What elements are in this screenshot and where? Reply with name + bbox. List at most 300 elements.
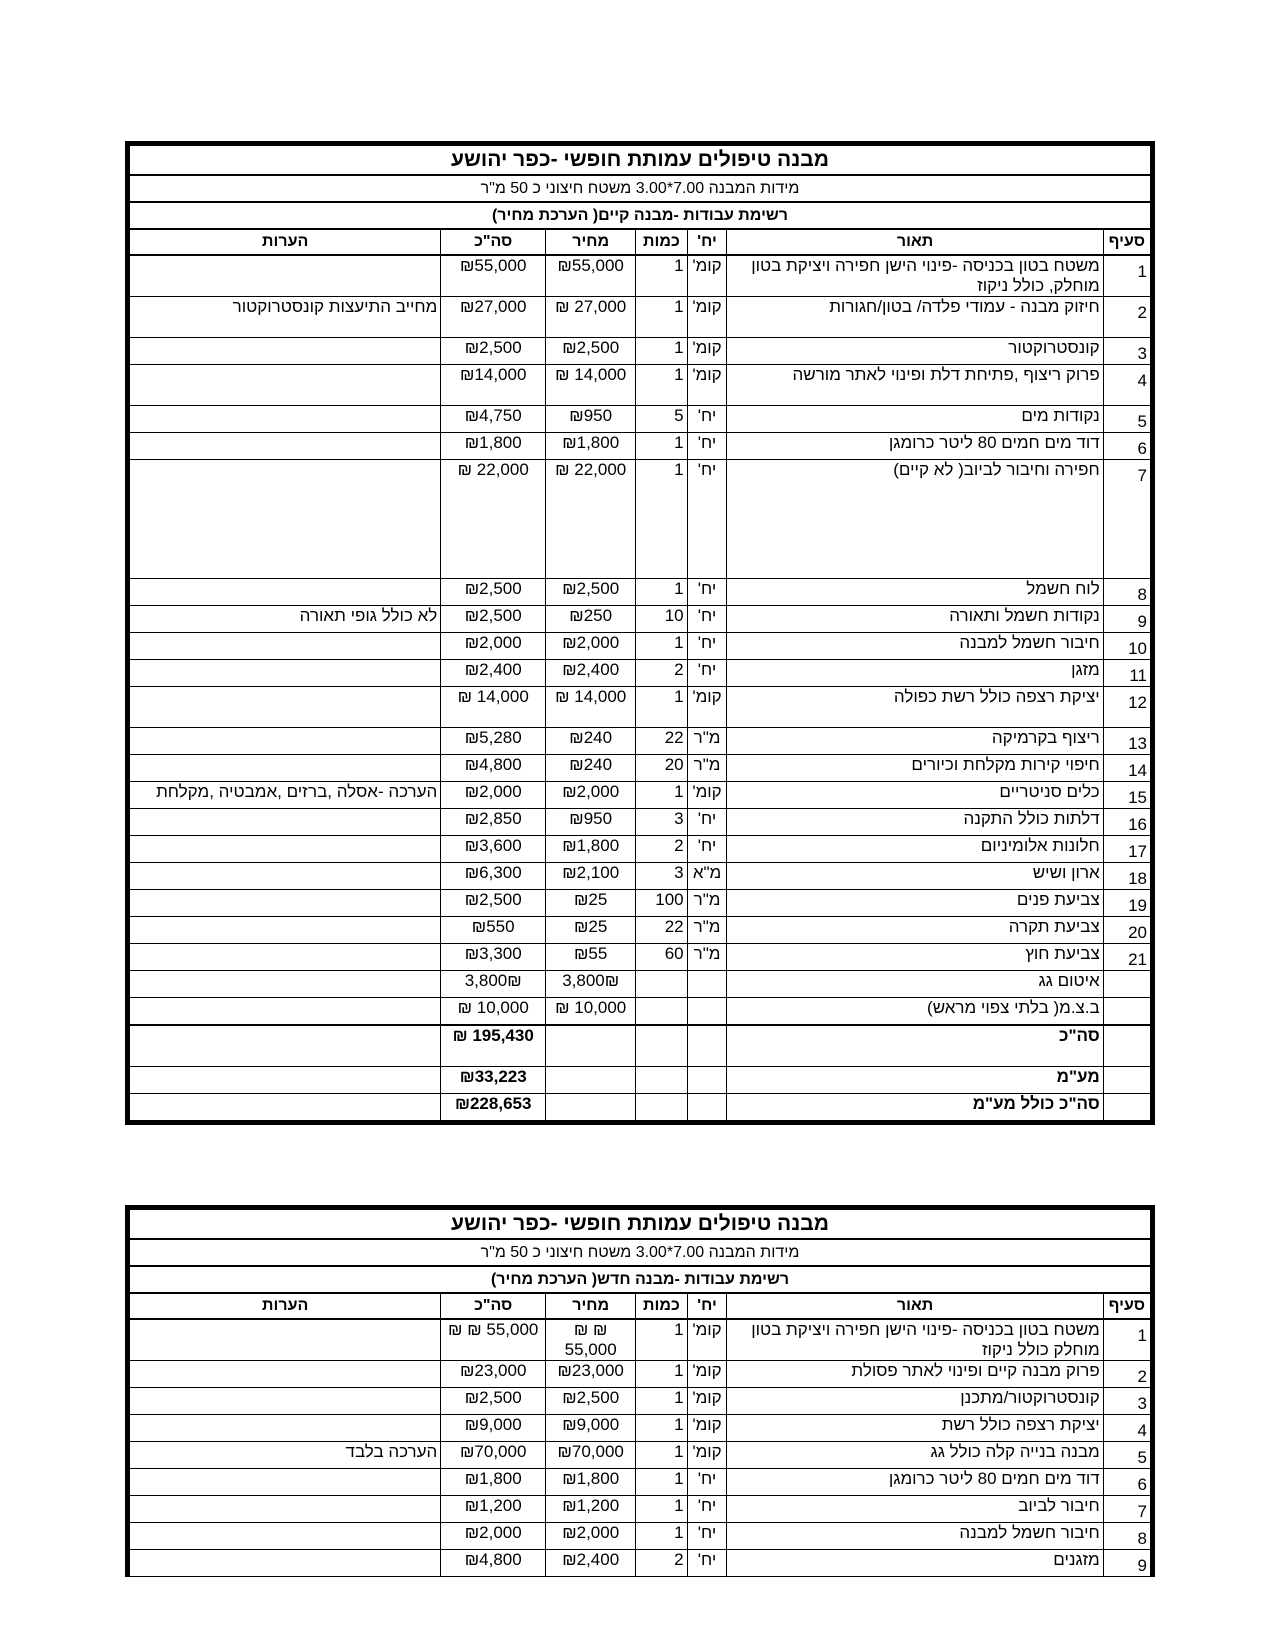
total-cell: ₪2,850 [441, 809, 546, 836]
table-row [130, 579, 1151, 606]
notes-cell [130, 1319, 441, 1361]
item-number-cell [1103, 1025, 1150, 1067]
item-number-cell [1103, 460, 1150, 579]
notes-cell [130, 728, 441, 755]
price-cell: ₪2,400 [546, 1550, 636, 1577]
qty-cell: 1 [636, 1319, 687, 1361]
notes-cell [130, 433, 441, 460]
price-cell: ₪2,000 [546, 782, 636, 809]
table-row [130, 998, 1151, 1026]
qty-cell: 1 [636, 1523, 687, 1550]
item-number-cell [1103, 338, 1150, 365]
notes-cell [130, 998, 441, 1026]
unit-cell: יח' [687, 633, 727, 660]
description-cell: חיבור לביוב [727, 1496, 1103, 1523]
description-cell: דוד מים חמים 80 ליטר כרומגן [727, 1469, 1103, 1496]
item-number-cell [1103, 917, 1150, 944]
price-cell [546, 1067, 636, 1094]
header-notes: הערות [130, 1293, 441, 1319]
description-cell: צביעת חוץ [727, 944, 1103, 971]
item-number: 1 [1137, 262, 1147, 281]
unit-cell: יח' [687, 1523, 727, 1550]
price-cell: ₪2,000 [546, 1523, 636, 1550]
total-cell: ₪2,500 [441, 606, 546, 633]
unit-cell [687, 971, 727, 998]
notes-cell [130, 660, 441, 687]
item-number-cell [1103, 297, 1150, 338]
qty-cell: 1 [636, 1388, 687, 1415]
item-number: 1 [1137, 1326, 1147, 1345]
header-price: מחיר [546, 229, 636, 255]
total-cell: ₪6,300 [441, 863, 546, 890]
description-cell: משטח בטון בכניסה -פינוי הישן חפירה ויציקת בטון מוחלק כולל ניקוז [727, 1319, 1103, 1361]
summary-row [130, 1067, 1151, 1094]
item-number-cell [1103, 406, 1150, 433]
total-cell: ₪2,500 [441, 338, 546, 365]
notes-cell [130, 1067, 441, 1094]
qty-cell [636, 971, 687, 998]
item-number: 17 [1128, 842, 1147, 861]
table-row [130, 460, 1151, 579]
qty-cell: 1 [636, 255, 687, 297]
qty-cell: 2 [636, 1550, 687, 1577]
total-cell: ₪1,200 [441, 1496, 546, 1523]
table-row [130, 917, 1151, 944]
price-cell: ₪2,000 [546, 633, 636, 660]
notes-cell [130, 338, 441, 365]
item-number: 9 [1137, 612, 1147, 631]
header-desc: תאור [727, 229, 1103, 255]
item-number-cell [1103, 1469, 1150, 1496]
unit-cell: יח' [687, 606, 727, 633]
unit-cell: קומ' [687, 297, 727, 338]
qty-cell: 2 [636, 660, 687, 687]
item-number-cell [1103, 890, 1150, 917]
notes-cell: מחייב התיעצות קונסטרוקטור [130, 297, 441, 338]
item-number-cell [1103, 782, 1150, 809]
total-cell: 3,800₪ [441, 971, 546, 998]
price-cell [546, 1025, 636, 1067]
unit-cell: קומ' [687, 1442, 727, 1469]
notes-cell [130, 863, 441, 890]
notes-cell [130, 836, 441, 863]
summary-label-cell: סה"כ [727, 1025, 1103, 1067]
total-cell: ₪2,000 [441, 633, 546, 660]
notes-cell: הערכה -אסלה ,ברזים ,אמבטיה ,מקלחת [130, 782, 441, 809]
description-cell: משטח בטון בכניסה -פינוי הישן חפירה ויציקת בטון מוחלק, כולל ניקוז [727, 255, 1103, 297]
table-row [130, 1361, 1151, 1388]
item-number: 19 [1128, 896, 1147, 915]
notes-cell [130, 687, 441, 728]
price-cell: ₪23,000 [546, 1361, 636, 1388]
item-number: 7 [1137, 1502, 1147, 1521]
price-cell: 3,800₪ [546, 971, 636, 998]
header-desc: תאור [727, 1293, 1103, 1319]
qty-cell: 1 [636, 1496, 687, 1523]
description-cell: מזגן [727, 660, 1103, 687]
price-cell: ₪2,500 [546, 1388, 636, 1415]
unit-cell: מ"ר [687, 728, 727, 755]
description-cell: חיבור חשמל למבנה [727, 633, 1103, 660]
dimensions-text: מידות המבנה 7.00*3.00 משטח חיצוני כ 50 מ"ר [130, 175, 1151, 202]
notes-cell [130, 809, 441, 836]
notes-cell [130, 944, 441, 971]
price-cell: ₪950 [546, 809, 636, 836]
description-cell: לוח חשמל [727, 579, 1103, 606]
notes-cell [130, 460, 441, 579]
unit-cell [687, 998, 727, 1026]
item-number-cell [1103, 660, 1150, 687]
description-cell: חלונות אלומיניום [727, 836, 1103, 863]
description-cell: דוד מים חמים 80 ליטר כרומגן [727, 433, 1103, 460]
item-number: 5 [1137, 412, 1147, 431]
total-cell: ₪ 22,000 [441, 460, 546, 579]
unit-cell: קומ' [687, 782, 727, 809]
price-cell: ₪2,500 [546, 579, 636, 606]
subtitle-row [130, 1266, 1151, 1293]
unit-cell: יח' [687, 1550, 727, 1577]
total-cell: ₪27,000 [441, 297, 546, 338]
notes-cell [130, 633, 441, 660]
table-row [130, 1388, 1151, 1415]
item-number-cell [1103, 433, 1150, 460]
qty-cell: 1 [636, 1442, 687, 1469]
total-cell: ₪550 [441, 917, 546, 944]
item-number: 12 [1128, 693, 1147, 712]
qty-cell: 1 [636, 433, 687, 460]
total-cell: ₪2,400 [441, 660, 546, 687]
notes-cell [130, 1388, 441, 1415]
item-number-cell [1103, 1094, 1150, 1121]
description-cell: צביעת פנים [727, 890, 1103, 917]
header-unit: יח' [687, 1293, 727, 1319]
total-cell: ₪ 14,000 [441, 687, 546, 728]
summary-total-cell: ₪228,653 [441, 1094, 546, 1121]
total-cell: ₪1,800 [441, 433, 546, 460]
item-number: 20 [1128, 923, 1147, 942]
item-number: 3 [1137, 344, 1147, 363]
description-cell: כלים סניטריים [727, 782, 1103, 809]
item-number: 13 [1128, 734, 1147, 753]
table-row [130, 782, 1151, 809]
qty-cell: 22 [636, 728, 687, 755]
item-number: 21 [1128, 950, 1147, 969]
item-number: 2 [1137, 1367, 1147, 1386]
item-number-cell [1103, 1496, 1150, 1523]
unit-cell [687, 1067, 727, 1094]
item-number: 8 [1137, 1529, 1147, 1548]
table-row [130, 1523, 1151, 1550]
qty-cell: 5 [636, 406, 687, 433]
item-number-cell [1103, 1550, 1150, 1577]
notes-cell [130, 1550, 441, 1577]
summary-row [130, 1094, 1151, 1121]
unit-cell: יח' [687, 809, 727, 836]
qty-cell: 1 [636, 687, 687, 728]
header-num: סעיף [1103, 1293, 1150, 1319]
qty-cell: 10 [636, 606, 687, 633]
qty-cell: 1 [636, 1469, 687, 1496]
table-row [130, 365, 1151, 406]
unit-cell: קומ' [687, 338, 727, 365]
summary-total-cell: ₪33,223 [441, 1067, 546, 1094]
table-row [130, 406, 1151, 433]
unit-cell: קומ' [687, 1388, 727, 1415]
unit-cell: מ"ר [687, 755, 727, 782]
price-cell: ₪55 [546, 944, 636, 971]
item-number-cell [1103, 1415, 1150, 1442]
header-total: סה"כ [441, 229, 546, 255]
dimensions-row [130, 1239, 1151, 1266]
description-cell: יציקת רצפה כולל רשת כפולה [727, 687, 1103, 728]
total-cell: ₪ ₪ 55,000 [441, 1319, 546, 1361]
item-number: 14 [1128, 761, 1147, 780]
description-cell: נקודות מים [727, 406, 1103, 433]
header-price: מחיר [546, 1293, 636, 1319]
header-notes: הערות [130, 229, 441, 255]
qty-cell: 3 [636, 809, 687, 836]
description-cell: קונסטרוקטור/מתכנן [727, 1388, 1103, 1415]
dimensions-text: מידות המבנה 7.00*3.00 משטח חיצוני כ 50 מ"ר [130, 1239, 1151, 1266]
table-row [130, 1550, 1151, 1577]
total-cell: ₪1,800 [441, 1469, 546, 1496]
table-row [130, 1319, 1151, 1361]
unit-cell: מ"ר [687, 890, 727, 917]
total-cell: ₪55,000 [441, 255, 546, 297]
price-cell: ₪55,000 [546, 255, 636, 297]
description-cell: חיפוי קירות מקלחת וכיורים [727, 755, 1103, 782]
price-cell: ₪2,400 [546, 660, 636, 687]
price-cell: ₪1,800 [546, 836, 636, 863]
item-number-cell [1103, 633, 1150, 660]
price-cell: ₪950 [546, 406, 636, 433]
item-number-cell [1103, 728, 1150, 755]
description-cell: פרוק מבנה קיים ופינוי לאתר פסולת [727, 1361, 1103, 1388]
description-cell: ב.צ.מ( בלתי צפוי מראש) [727, 998, 1103, 1026]
description-cell: נקודות חשמל ותאורה [727, 606, 1103, 633]
notes-cell [130, 890, 441, 917]
total-cell: ₪23,000 [441, 1361, 546, 1388]
qty-cell: 3 [636, 863, 687, 890]
qty-cell [636, 1025, 687, 1067]
header-unit: יח' [687, 229, 727, 255]
notes-cell [130, 1415, 441, 1442]
price-cell: ₪1,200 [546, 1496, 636, 1523]
notes-cell [130, 917, 441, 944]
total-cell: ₪2,000 [441, 782, 546, 809]
qty-cell: 1 [636, 1415, 687, 1442]
qty-cell: 1 [636, 365, 687, 406]
qty-cell [636, 998, 687, 1026]
total-cell: ₪2,500 [441, 1388, 546, 1415]
item-number-cell [1103, 863, 1150, 890]
table-row [130, 1442, 1151, 1469]
unit-cell: יח' [687, 1496, 727, 1523]
notes-cell [130, 579, 441, 606]
unit-cell: יח' [687, 460, 727, 579]
total-cell: ₪2,500 [441, 890, 546, 917]
sheet-title: מבנה טיפולים עמותת חופשי -כפר יהושע [130, 1210, 1151, 1240]
item-number-cell [1103, 606, 1150, 633]
item-number-cell [1103, 687, 1150, 728]
table-row [130, 863, 1151, 890]
table-row [130, 836, 1151, 863]
unit-cell: יח' [687, 836, 727, 863]
item-number-cell [1103, 755, 1150, 782]
table-row [130, 606, 1151, 633]
notes-cell [130, 406, 441, 433]
table-row [130, 1469, 1151, 1496]
description-cell: איטום גג [727, 971, 1103, 998]
description-cell: יציקת רצפה כולל רשת [727, 1415, 1103, 1442]
header-total: סה"כ [441, 1293, 546, 1319]
table-row [130, 433, 1151, 460]
description-cell: מבנה בנייה קלה כולל גג [727, 1442, 1103, 1469]
estimate-sheet-new [125, 1205, 1155, 1577]
item-number-cell [1103, 1388, 1150, 1415]
unit-cell: מ"ר [687, 944, 727, 971]
total-cell: ₪2,000 [441, 1523, 546, 1550]
price-cell: ₪9,000 [546, 1415, 636, 1442]
qty-cell: 1 [636, 460, 687, 579]
item-number-cell [1103, 1442, 1150, 1469]
qty-cell [636, 1094, 687, 1121]
unit-cell: קומ' [687, 1361, 727, 1388]
table-row [130, 297, 1151, 338]
table-row [130, 809, 1151, 836]
summary-total-cell: ₪ 195,430 [441, 1025, 546, 1067]
total-cell: ₪3,300 [441, 944, 546, 971]
item-number: 10 [1128, 639, 1147, 658]
notes-cell [130, 755, 441, 782]
title-row [130, 146, 1151, 176]
description-cell: חפירה וחיבור לביוב( לא קיים) [727, 460, 1103, 579]
price-cell: ₪2,500 [546, 338, 636, 365]
item-number-cell [1103, 365, 1150, 406]
item-number: 7 [1137, 466, 1147, 485]
qty-cell: 60 [636, 944, 687, 971]
price-cell: ₪1,800 [546, 433, 636, 460]
price-cell: ₪ 14,000 [546, 365, 636, 406]
table-row [130, 944, 1151, 971]
unit-cell: קומ' [687, 687, 727, 728]
unit-cell: יח' [687, 579, 727, 606]
total-cell: ₪ 10,000 [441, 998, 546, 1026]
item-number-cell [1103, 579, 1150, 606]
item-number-cell [1103, 971, 1150, 998]
unit-cell: יח' [687, 1469, 727, 1496]
description-cell: ארון ושיש [727, 863, 1103, 890]
item-number: 8 [1137, 585, 1147, 604]
price-cell: ₪ 27,000 [546, 297, 636, 338]
unit-cell: קומ' [687, 1319, 727, 1361]
unit-cell: יח' [687, 433, 727, 460]
unit-cell: קומ' [687, 1415, 727, 1442]
item-number: 16 [1128, 815, 1147, 834]
total-cell: ₪4,750 [441, 406, 546, 433]
table-row [130, 890, 1151, 917]
unit-cell [687, 1025, 727, 1067]
total-cell: ₪5,280 [441, 728, 546, 755]
description-cell: צביעת תקרה [727, 917, 1103, 944]
description-cell: חיבור חשמל למבנה [727, 1523, 1103, 1550]
notes-cell [130, 1523, 441, 1550]
table-row [130, 660, 1151, 687]
item-number-cell [1103, 836, 1150, 863]
dimensions-row [130, 175, 1151, 202]
item-number-cell [1103, 1067, 1150, 1094]
table-row [130, 755, 1151, 782]
notes-cell [130, 1496, 441, 1523]
unit-cell: מ"א [687, 863, 727, 890]
item-number: 6 [1137, 1475, 1147, 1494]
notes-cell [130, 365, 441, 406]
sheet-subtitle: רשימת עבודות -מבנה קיים( הערכת מחיר) [130, 202, 1151, 229]
price-cell: ₪240 [546, 755, 636, 782]
notes-cell [130, 1025, 441, 1067]
notes-cell [130, 971, 441, 998]
item-number-cell [1103, 255, 1150, 297]
total-cell: ₪2,500 [441, 579, 546, 606]
item-number: 5 [1137, 1448, 1147, 1467]
summary-row [130, 1025, 1151, 1067]
unit-cell: יח' [687, 660, 727, 687]
unit-cell: מ"ר [687, 917, 727, 944]
item-number: 11 [1129, 666, 1147, 685]
item-number: 18 [1128, 869, 1147, 888]
total-cell: ₪4,800 [441, 755, 546, 782]
price-cell: ₪ 14,000 [546, 687, 636, 728]
price-cell: ₪2,100 [546, 863, 636, 890]
price-cell: ₪ ₪ 55,000 [546, 1319, 636, 1361]
sheet-title: מבנה טיפולים עמותת חופשי -כפר יהושע [130, 146, 1151, 176]
table-row [130, 338, 1151, 365]
item-number-cell [1103, 1523, 1150, 1550]
item-number: 9 [1137, 1556, 1147, 1575]
item-number: 3 [1137, 1394, 1147, 1413]
header-qty: כמות [636, 229, 687, 255]
price-cell: ₪70,000 [546, 1442, 636, 1469]
table-row [130, 687, 1151, 728]
table-row [130, 971, 1151, 998]
total-cell: ₪14,000 [441, 365, 546, 406]
price-cell: ₪ 22,000 [546, 460, 636, 579]
subtitle-row [130, 202, 1151, 229]
description-cell: מזגנים [727, 1550, 1103, 1577]
item-number-cell [1103, 1319, 1150, 1361]
total-cell: ₪4,800 [441, 1550, 546, 1577]
qty-cell: 22 [636, 917, 687, 944]
notes-cell [130, 255, 441, 297]
qty-cell: 1 [636, 633, 687, 660]
qty-cell: 1 [636, 297, 687, 338]
item-number-cell [1103, 944, 1150, 971]
price-cell: ₪240 [546, 728, 636, 755]
header-row [130, 229, 1151, 255]
qty-cell: 1 [636, 338, 687, 365]
title-row [130, 1210, 1151, 1240]
description-cell: חיזוק מבנה - עמודי פלדה/ בטון/חגורות [727, 297, 1103, 338]
estimate-sheet-existing [125, 141, 1155, 1125]
price-cell: ₪ 10,000 [546, 998, 636, 1026]
table-row [130, 728, 1151, 755]
table-row [130, 633, 1151, 660]
item-number: 4 [1137, 371, 1147, 390]
table-row [130, 1496, 1151, 1523]
estimate-table [129, 1209, 1151, 1577]
table-row [130, 1415, 1151, 1442]
table-row [130, 255, 1151, 297]
